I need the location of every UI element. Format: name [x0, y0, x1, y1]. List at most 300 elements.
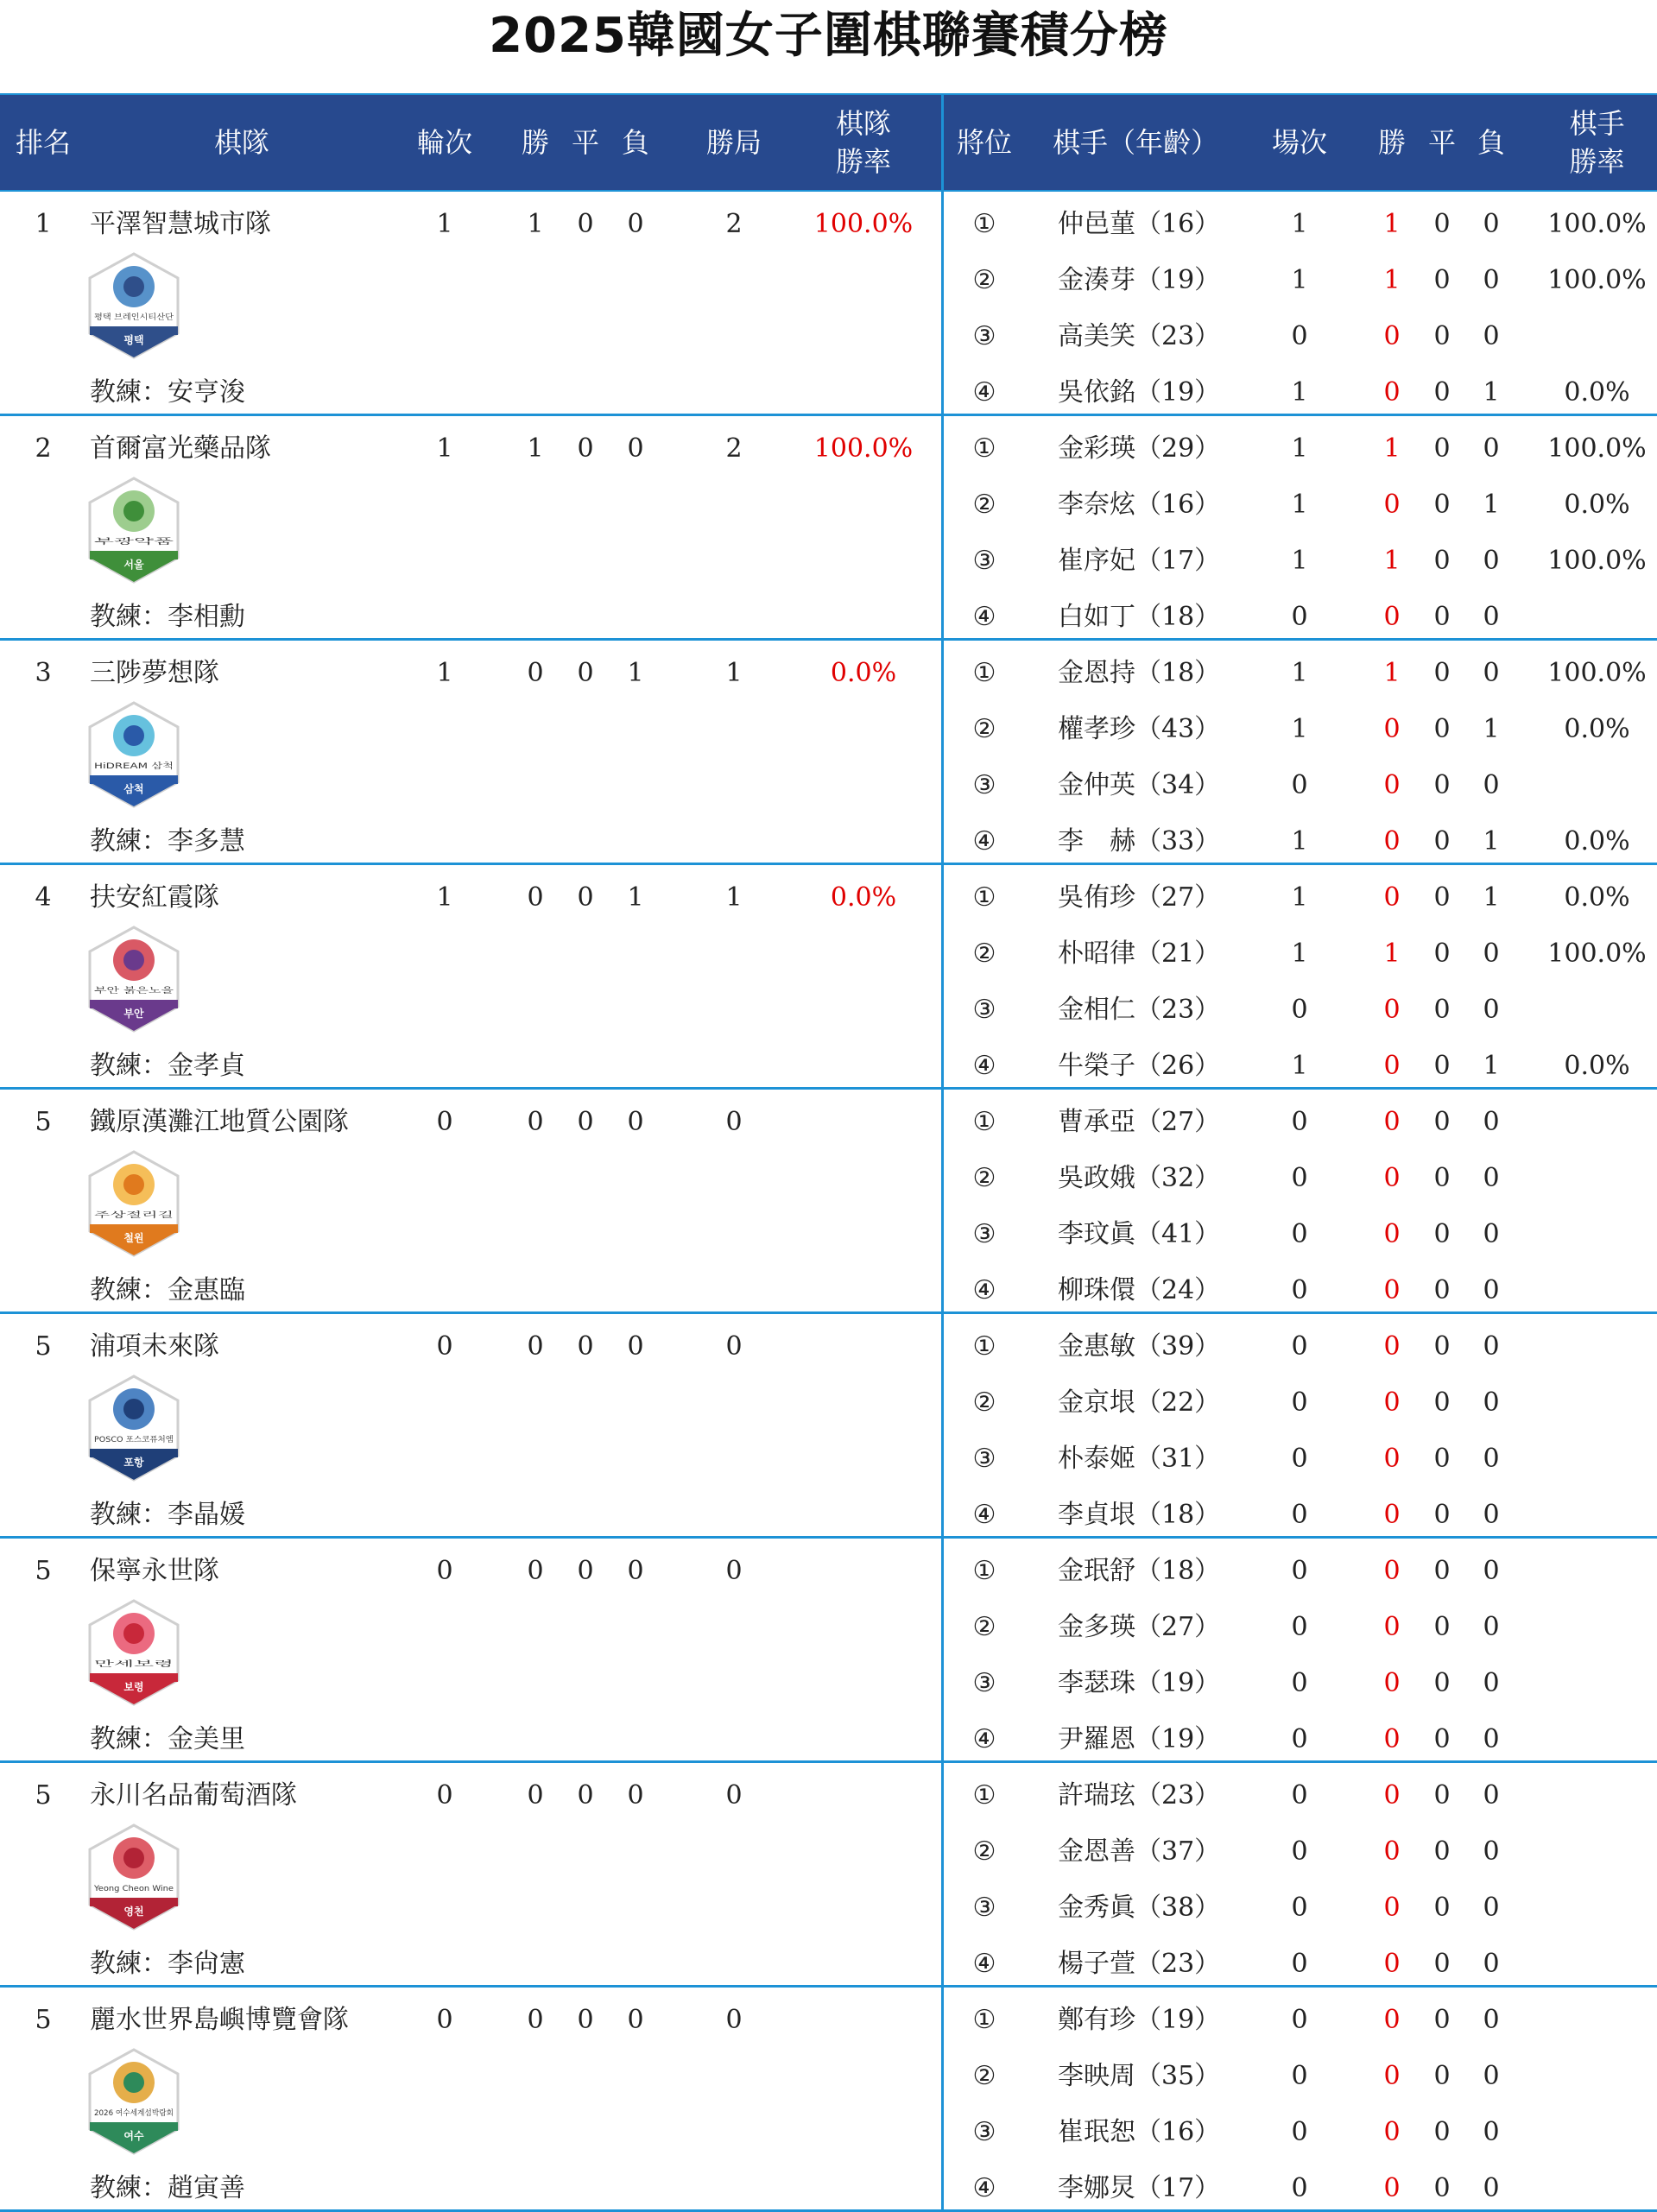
team-block: [0, 641, 1657, 865]
player-losses: 0: [1483, 658, 1500, 688]
player-losses: 0: [1483, 1893, 1500, 1923]
player-wins: 0: [1383, 377, 1401, 408]
player-board: ③: [972, 321, 996, 351]
player-board: ③: [972, 1219, 996, 1249]
team-name: 三陟夢想隊: [90, 658, 219, 688]
player-losses: 0: [1483, 2005, 1500, 2035]
team-draws: 0: [577, 1331, 594, 1362]
player-board: ①: [972, 882, 996, 913]
player-wins: 0: [1383, 1051, 1401, 1081]
team-wins: 0: [527, 2005, 544, 2035]
player-wins: 0: [1383, 1949, 1401, 1979]
player-matches: 0: [1291, 1556, 1308, 1586]
team-rank: 5: [35, 1556, 52, 1586]
table-header: [0, 93, 1657, 192]
logo-city: 삼척: [123, 783, 144, 795]
header-player-loss: 負: [1477, 126, 1505, 159]
player-wins: 0: [1383, 1836, 1401, 1867]
player-losses: 0: [1483, 1556, 1500, 1586]
player-matches: 1: [1291, 939, 1308, 969]
player-win-rate: 100.0%: [1547, 658, 1647, 688]
player-name: 仲邑菫（16）: [1058, 209, 1221, 239]
page-title: 2025韓國女子圍棋聯賽積分榜: [489, 8, 1168, 64]
team-name: 永川名品葡萄酒隊: [90, 1780, 297, 1811]
team-block: [0, 865, 1657, 1090]
team-wins: 0: [527, 658, 544, 688]
player-draws: 0: [1433, 1444, 1451, 1474]
player-win-rate: 0.0%: [1564, 714, 1630, 744]
player-matches: 1: [1291, 265, 1308, 295]
team-name: 鐵原漢灘江地質公園隊: [90, 1107, 349, 1137]
team-wins: 1: [527, 433, 544, 464]
team-logo-island-icon: [86, 2048, 181, 2155]
player-draws: 0: [1433, 1780, 1451, 1811]
team-draws: 0: [577, 882, 594, 913]
team-game-wins: 0: [725, 1780, 743, 1811]
player-board: ①: [972, 1331, 996, 1362]
player-name: 曹承亞（27）: [1058, 1107, 1221, 1137]
player-name: 朴昭律（21）: [1058, 939, 1221, 969]
player-win-rate: 100.0%: [1547, 265, 1647, 295]
player-draws: 0: [1433, 265, 1451, 295]
player-draws: 0: [1433, 1500, 1451, 1530]
team-name: 麗水世界島嶼博覽會隊: [90, 2005, 349, 2035]
player-board: ②: [972, 2061, 996, 2091]
player-wins: 0: [1383, 1387, 1401, 1418]
player-matches: 0: [1291, 1107, 1308, 1137]
team-losses: 0: [627, 1556, 644, 1586]
team-game-wins: 0: [725, 1331, 743, 1362]
player-losses: 0: [1483, 1949, 1500, 1979]
team-block: [0, 192, 1657, 416]
player-board: ③: [972, 546, 996, 576]
player-win-rate: 0.0%: [1564, 1051, 1630, 1081]
logo-wordmark: 만세보령: [94, 1660, 124, 1669]
player-matches: 1: [1291, 377, 1308, 408]
team-rank: 5: [35, 1107, 52, 1137]
team-logo-posco-icon: [86, 1375, 181, 1482]
player-name: 牛榮子（26）: [1058, 1051, 1221, 1081]
team-draws: 0: [577, 658, 594, 688]
player-losses: 0: [1483, 1780, 1500, 1811]
header-board: 將位: [956, 126, 1012, 159]
player-wins: 0: [1383, 1724, 1401, 1754]
player-draws: 0: [1433, 1612, 1451, 1642]
player-name: 柳珠儇（24）: [1058, 1275, 1221, 1305]
team-rank: 2: [35, 433, 52, 464]
team-block: [0, 1988, 1657, 2212]
player-win-rate: 0.0%: [1564, 490, 1630, 520]
header-player-rate-line1: 棋手: [1569, 107, 1625, 140]
header-loss: 負: [621, 126, 649, 159]
team-logo-brain-icon: [86, 252, 181, 359]
player-losses: 0: [1483, 1107, 1500, 1137]
player-wins: 1: [1383, 209, 1401, 239]
player-win-rate: 100.0%: [1547, 546, 1647, 576]
team-rank: 4: [35, 882, 52, 913]
player-losses: 0: [1483, 602, 1500, 632]
logo-wordmark: 부광약품: [94, 538, 124, 547]
team-coach: 教練：金美里: [90, 1724, 245, 1754]
team-wins: 0: [527, 882, 544, 913]
player-draws: 0: [1433, 826, 1451, 856]
player-matches: 0: [1291, 1500, 1308, 1530]
player-name: 權孝珍（43）: [1058, 714, 1221, 744]
team-coach: 教練：李相勳: [90, 602, 245, 632]
player-name: 金恩善（37）: [1058, 1836, 1221, 1867]
header-win: 勝: [521, 126, 549, 159]
player-name: 金京垠（22）: [1058, 1387, 1221, 1418]
player-board: ②: [972, 1836, 996, 1867]
player-draws: 0: [1433, 1275, 1451, 1305]
team-draws: 0: [577, 1107, 594, 1137]
team-name: 平澤智慧城市隊: [90, 209, 271, 239]
team-losses: 1: [627, 882, 644, 913]
player-name: 李映周（35）: [1058, 2061, 1221, 2091]
player-name: 吳政娥（32）: [1058, 1163, 1221, 1193]
player-matches: 0: [1291, 2117, 1308, 2147]
player-draws: 0: [1433, 995, 1451, 1025]
player-wins: 0: [1383, 2117, 1401, 2147]
player-losses: 0: [1483, 2173, 1500, 2203]
team-rank: 5: [35, 1780, 52, 1811]
team-coach: 教練：金惠臨: [90, 1275, 245, 1305]
header-team-rate-line2: 勝率: [835, 145, 891, 178]
player-board: ③: [972, 995, 996, 1025]
team-name: 扶安紅霞隊: [90, 882, 219, 913]
logo-wordmark: Yeong Cheon Wine: [92, 1885, 174, 1893]
player-losses: 0: [1483, 939, 1500, 969]
team-rounds: 1: [436, 209, 453, 239]
player-matches: 0: [1291, 1780, 1308, 1811]
team-coach: 教練：李晶媛: [90, 1500, 245, 1530]
player-draws: 0: [1433, 490, 1451, 520]
team-block: [0, 1090, 1657, 1314]
player-matches: 1: [1291, 1051, 1308, 1081]
player-name: 李 赫（33）: [1058, 826, 1221, 856]
team-name: 保寧永世隊: [90, 1556, 219, 1586]
player-matches: 1: [1291, 882, 1308, 913]
team-logo-sunset-icon: [86, 926, 181, 1033]
player-matches: 0: [1291, 1275, 1308, 1305]
team-draws: 0: [577, 209, 594, 239]
player-board: ②: [972, 1163, 996, 1193]
team-logo-city-icon: [86, 701, 181, 808]
player-draws: 0: [1433, 658, 1451, 688]
team-wins: 0: [527, 1780, 544, 1811]
team-rank: 5: [35, 2005, 52, 2035]
player-wins: 0: [1383, 1668, 1401, 1698]
logo-wordmark: 평택 브레인시티산단: [94, 313, 165, 322]
player-losses: 0: [1483, 1612, 1500, 1642]
player-name: 李奈炫（16）: [1058, 490, 1221, 520]
player-matches: 1: [1291, 209, 1308, 239]
player-losses: 0: [1483, 321, 1500, 351]
player-losses: 0: [1483, 2061, 1500, 2091]
player-name: 高美笑（23）: [1058, 321, 1221, 351]
player-win-rate: 100.0%: [1547, 939, 1647, 969]
player-draws: 0: [1433, 1107, 1451, 1137]
team-rounds: 0: [436, 1331, 453, 1362]
header-team: 棋隊: [213, 126, 269, 159]
player-board: ④: [972, 1500, 996, 1530]
header-player-win: 勝: [1377, 126, 1406, 159]
player-board: ④: [972, 1724, 996, 1754]
team-coach: 教練：趙寅善: [90, 2173, 245, 2203]
player-name: 白如丁（18）: [1058, 602, 1221, 632]
player-win-rate: 0.0%: [1564, 826, 1630, 856]
player-win-rate: 0.0%: [1564, 882, 1630, 913]
team-game-wins: 1: [725, 882, 743, 913]
team-rounds: 0: [436, 1107, 453, 1137]
team-draws: 0: [577, 2005, 594, 2035]
player-draws: 0: [1433, 1387, 1451, 1418]
player-name: 金彩瑛（29）: [1058, 433, 1221, 464]
player-losses: 0: [1483, 1163, 1500, 1193]
player-wins: 0: [1383, 1893, 1401, 1923]
header-player-rate-line2: 勝率: [1569, 145, 1625, 178]
player-losses: 0: [1483, 1668, 1500, 1698]
logo-city: 평택: [123, 334, 144, 346]
player-draws: 0: [1433, 2117, 1451, 2147]
player-wins: 1: [1383, 546, 1401, 576]
player-name: 金相仁（23）: [1058, 995, 1221, 1025]
player-losses: 0: [1483, 433, 1500, 464]
player-board: ③: [972, 1668, 996, 1698]
player-losses: 0: [1483, 1724, 1500, 1754]
player-matches: 0: [1291, 1163, 1308, 1193]
player-name: 金秀眞（38）: [1058, 1893, 1221, 1923]
player-draws: 0: [1433, 321, 1451, 351]
player-draws: 0: [1433, 714, 1451, 744]
player-win-rate: 100.0%: [1547, 433, 1647, 464]
team-rounds: 0: [436, 2005, 453, 2035]
team-logo-cliff-icon: [86, 1150, 181, 1257]
team-game-wins: 0: [725, 1556, 743, 1586]
player-draws: 0: [1433, 1051, 1451, 1081]
player-name: 吳侑珍（27）: [1058, 882, 1221, 913]
player-name: 金惠敏（39）: [1058, 1331, 1221, 1362]
player-name: 尹羅恩（19）: [1058, 1724, 1221, 1754]
team-rank: 5: [35, 1331, 52, 1362]
team-rounds: 1: [436, 658, 453, 688]
team-rank: 3: [35, 658, 52, 688]
player-losses: 0: [1483, 546, 1500, 576]
player-losses: 0: [1483, 1331, 1500, 1362]
player-name: 李貞垠（18）: [1058, 1500, 1221, 1530]
player-wins: 0: [1383, 1275, 1401, 1305]
player-wins: 1: [1383, 265, 1401, 295]
team-win-rate: 0.0%: [830, 882, 897, 913]
player-draws: 0: [1433, 770, 1451, 800]
team-wins: 1: [527, 209, 544, 239]
player-matches: 0: [1291, 602, 1308, 632]
header-team-rate: [807, 95, 920, 190]
player-matches: 0: [1291, 2061, 1308, 2091]
player-matches: 0: [1291, 1668, 1308, 1698]
logo-city: 서울: [123, 559, 144, 571]
player-wins: 0: [1383, 714, 1401, 744]
logo-city: 보령: [123, 1681, 144, 1693]
player-board: ④: [972, 826, 996, 856]
player-board: ①: [972, 1780, 996, 1811]
player-draws: 0: [1433, 1893, 1451, 1923]
player-matches: 1: [1291, 826, 1308, 856]
player-losses: 0: [1483, 1444, 1500, 1474]
player-board: ②: [972, 265, 996, 295]
team-losses: 0: [627, 209, 644, 239]
team-logo-wine-icon: [86, 1823, 181, 1931]
logo-wordmark: 주상절리길: [94, 1211, 132, 1220]
header-matches: 場次: [1271, 126, 1327, 159]
player-matches: 0: [1291, 2005, 1308, 2035]
team-game-wins: 2: [725, 433, 743, 464]
logo-wordmark: POSCO 포스코퓨처엠: [94, 1436, 169, 1444]
player-board: ④: [972, 602, 996, 632]
logo-wordmark: HiDREAM 삼척: [94, 762, 149, 771]
logo-city: 여수: [123, 2130, 144, 2142]
header-player: 棋手（年齡）: [1052, 126, 1218, 159]
player-matches: 0: [1291, 1444, 1308, 1474]
player-draws: 0: [1433, 2005, 1451, 2035]
player-board: ①: [972, 433, 996, 464]
player-matches: 0: [1291, 1836, 1308, 1867]
player-board: ②: [972, 490, 996, 520]
player-board: ③: [972, 2117, 996, 2147]
player-draws: 0: [1433, 1556, 1451, 1586]
player-wins: 0: [1383, 826, 1401, 856]
player-wins: 1: [1383, 433, 1401, 464]
player-wins: 0: [1383, 1107, 1401, 1137]
team-block: [0, 416, 1657, 641]
player-name: 金仲英（34）: [1058, 770, 1221, 800]
team-win-rate: 0.0%: [830, 658, 897, 688]
player-board: ④: [972, 1949, 996, 1979]
team-wins: 0: [527, 1556, 544, 1586]
team-losses: 0: [627, 433, 644, 464]
team-name: 浦項未來隊: [90, 1331, 219, 1362]
header-rank: 排名: [15, 126, 71, 159]
team-block: [0, 1314, 1657, 1539]
player-matches: 0: [1291, 770, 1308, 800]
player-name: 許瑞玹（23）: [1058, 1780, 1221, 1811]
team-losses: 0: [627, 2005, 644, 2035]
header-draw: 平: [571, 126, 599, 159]
player-matches: 1: [1291, 490, 1308, 520]
player-win-rate: 0.0%: [1564, 377, 1630, 408]
player-board: ①: [972, 1107, 996, 1137]
player-name: 李玟眞（41）: [1058, 1219, 1221, 1249]
logo-city: 포항: [123, 1457, 144, 1469]
player-win-rate: 100.0%: [1547, 209, 1647, 239]
header-rounds: 輪次: [416, 126, 472, 159]
team-draws: 0: [577, 1556, 594, 1586]
team-logo-pharma-icon: [86, 477, 181, 584]
player-matches: 0: [1291, 1387, 1308, 1418]
header-game-wins: 勝局: [705, 126, 762, 159]
player-draws: 0: [1433, 882, 1451, 913]
team-coach: 教練：李尙憲: [90, 1949, 245, 1979]
player-wins: 0: [1383, 882, 1401, 913]
team-win-rate: 100.0%: [813, 209, 914, 239]
team-losses: 0: [627, 1107, 644, 1137]
player-matches: 1: [1291, 433, 1308, 464]
team-game-wins: 0: [725, 2005, 743, 2035]
player-losses: 0: [1483, 1275, 1500, 1305]
team-game-wins: 2: [725, 209, 743, 239]
player-losses: 0: [1483, 1387, 1500, 1418]
team-rounds: 1: [436, 882, 453, 913]
team-win-rate: 100.0%: [813, 433, 914, 464]
player-draws: 0: [1433, 939, 1451, 969]
player-losses: 1: [1483, 377, 1500, 408]
player-board: ②: [972, 1612, 996, 1642]
player-wins: 0: [1383, 1331, 1401, 1362]
player-losses: 1: [1483, 882, 1500, 913]
player-losses: 1: [1483, 714, 1500, 744]
player-matches: 0: [1291, 995, 1308, 1025]
team-rounds: 0: [436, 1780, 453, 1811]
team-rank: 1: [35, 209, 52, 239]
player-draws: 0: [1433, 1949, 1451, 1979]
player-board: ②: [972, 939, 996, 969]
player-losses: 0: [1483, 995, 1500, 1025]
team-rounds: 0: [436, 1556, 453, 1586]
team-wins: 0: [527, 1107, 544, 1137]
player-board: ③: [972, 1893, 996, 1923]
player-draws: 0: [1433, 602, 1451, 632]
team-losses: 0: [627, 1780, 644, 1811]
player-name: 李瑟珠（19）: [1058, 1668, 1221, 1698]
player-board: ②: [972, 1387, 996, 1418]
player-matches: 1: [1291, 714, 1308, 744]
player-board: ④: [972, 1051, 996, 1081]
header-player-rate: [1537, 95, 1657, 190]
player-losses: 1: [1483, 1051, 1500, 1081]
team-logo-calligraphy-icon: [86, 1599, 181, 1706]
player-draws: 0: [1433, 1163, 1451, 1193]
player-board: ②: [972, 714, 996, 744]
header-player-draw: 平: [1427, 126, 1456, 159]
player-name: 崔珉恕（16）: [1058, 2117, 1221, 2147]
team-coach: 教練：安亨浚: [90, 377, 245, 408]
player-board: ③: [972, 1444, 996, 1474]
player-losses: 0: [1483, 209, 1500, 239]
player-matches: 1: [1291, 546, 1308, 576]
player-wins: 0: [1383, 1500, 1401, 1530]
player-name: 吳依銘（19）: [1058, 377, 1221, 408]
player-wins: 0: [1383, 1444, 1401, 1474]
player-board: ④: [972, 1275, 996, 1305]
player-wins: 0: [1383, 2005, 1401, 2035]
team-name: 首爾富光藥品隊: [90, 433, 271, 464]
logo-wordmark: 부안 붉은노을: [94, 987, 142, 995]
team-losses: 0: [627, 1331, 644, 1362]
player-name: 楊子萱（23）: [1058, 1949, 1221, 1979]
player-matches: 0: [1291, 1612, 1308, 1642]
player-losses: 1: [1483, 826, 1500, 856]
player-wins: 0: [1383, 2173, 1401, 2203]
team-block: [0, 1763, 1657, 1988]
player-draws: 0: [1433, 209, 1451, 239]
player-wins: 0: [1383, 1163, 1401, 1193]
player-wins: 0: [1383, 1780, 1401, 1811]
player-wins: 0: [1383, 321, 1401, 351]
player-board: ④: [972, 377, 996, 408]
player-draws: 0: [1433, 546, 1451, 576]
team-rounds: 1: [436, 433, 453, 464]
player-name: 金多瑛（27）: [1058, 1612, 1221, 1642]
